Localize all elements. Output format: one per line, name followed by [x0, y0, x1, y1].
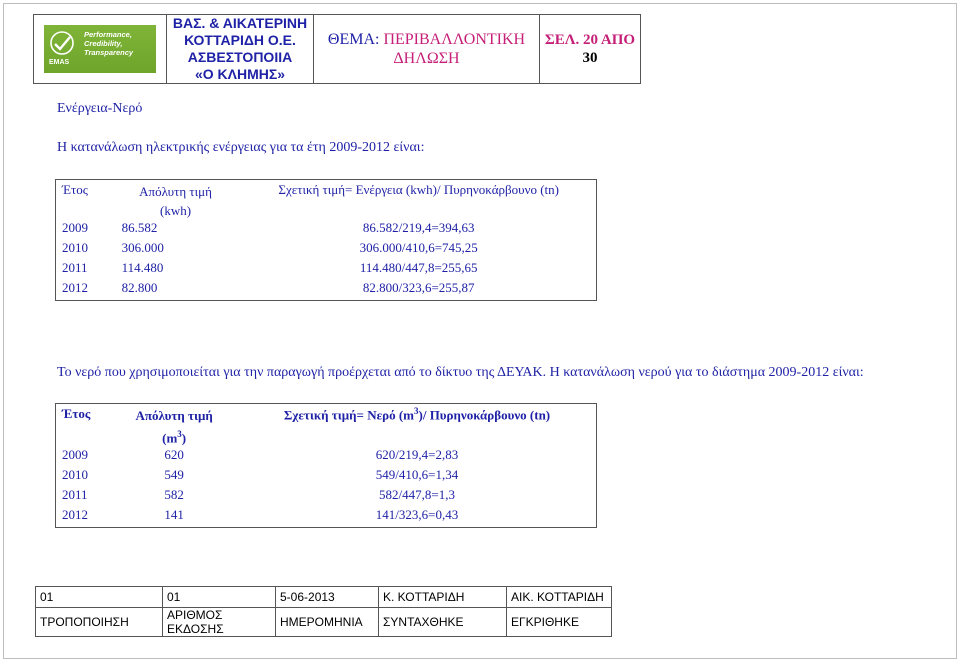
water-intro: Το νερό που χρησιμοποιείται για την παραγωγή προέρχεται από το δίκτυο της ΔΕΥΑΚ. Η κατανάλωση νερού για το διάστημα 2009-2012 είναι: [57, 365, 864, 380]
emas-mark-icon [48, 30, 76, 56]
date-label: ΗΜΕΡΟΜΗΝΙΑ [276, 608, 379, 637]
company-name: ΒΑΣ. & ΑΙΚΑΤΕΡΙΝΗ ΚΟΤΤΑΡΙΔΗ Ο.Ε. ΑΣΒΕΣΤΟΠΟΙΙΑ «Ο ΚΛΗΜΗΣ» [167, 15, 314, 84]
table-row: 2009 86.582 86.582/219,4=394,63 [62, 220, 475, 235]
col-header-relative: Σχετική τιμή= Ενέργεια (kwh)/ Πυρηνοκάρβουνο (tn) [278, 182, 559, 197]
issue-number-value: 01 [163, 587, 276, 608]
electricity-intro: Η κατανάλωση ηλεκτρικής ενέργειας για τα έτη 2009-2012 είναι: [57, 140, 425, 155]
date-value: 5-06-2013 [276, 587, 379, 608]
col-header-relative: Σχετική τιμή= Νερό $(m^3)/$ Πυρηνοκάρβουνο (tn) [283, 406, 551, 423]
col-header-absolute: Απόλυτη τιμή $(m^3)$ [135, 408, 213, 446]
author-value: Κ. ΚΟΤΤΑΡΙΔΗ [379, 587, 507, 608]
revision-label: ΤΡΟΠΟΠΟΙΗΣΗ [36, 608, 163, 637]
col-header-year: Έτος [62, 182, 88, 197]
emas-tagline: Performance, Credibility, Transparency [84, 30, 134, 57]
emas-logo [44, 25, 156, 73]
col-header-absolute: Απόλυτη τιμή (kwh) [139, 184, 212, 218]
page-border [3, 3, 957, 659]
logo-cell [34, 15, 167, 84]
document-theme: ΘΕΜΑ: ΠΕΡΙΒΑΛΛΟΝΤΙΚΗ ΔΗΛΩΣΗ [314, 15, 540, 84]
table-row: 2010 549 549/410,6=1,34 [62, 467, 459, 483]
table-row: 2012 82.800 82.800/323,6=255,87 [62, 280, 475, 295]
revision-value: 01 [36, 587, 163, 608]
emas-word: EMAS [49, 59, 70, 66]
page-number: ΣΕΛ. 20 ΑΠΟ 30 [540, 15, 641, 84]
col-header-year: Έτος [62, 406, 91, 421]
approver-label: ΕΓΚΡΙΘΗΚΕ [507, 608, 612, 637]
table-row: 2010 306.000 306.000/410,6=745,25 [62, 240, 478, 255]
electricity-table [55, 179, 597, 301]
table-row: 2011 114.480 114.480/447,8=255,65 [62, 260, 478, 275]
document-header [33, 14, 641, 84]
table-row: 2011 582 582/447,8=1,3 [62, 487, 455, 503]
revision-table [35, 586, 612, 637]
section-title: Ενέργεια-Νερό [57, 101, 143, 116]
table-row: 2012 141 141/323,6=0,43 [62, 507, 459, 523]
water-table [55, 403, 597, 528]
author-label: ΣΥΝΤΑΧΘΗΚΕ [379, 608, 507, 637]
approver-value: ΑΙΚ. ΚΟΤΤΑΡΙΔΗ [507, 587, 612, 608]
table-row: 2009 620 620/219,4=2,83 [62, 447, 459, 463]
issue-number-label: ΑΡΙΘΜΟΣ ΕΚΔΟΣΗΣ [163, 608, 276, 637]
